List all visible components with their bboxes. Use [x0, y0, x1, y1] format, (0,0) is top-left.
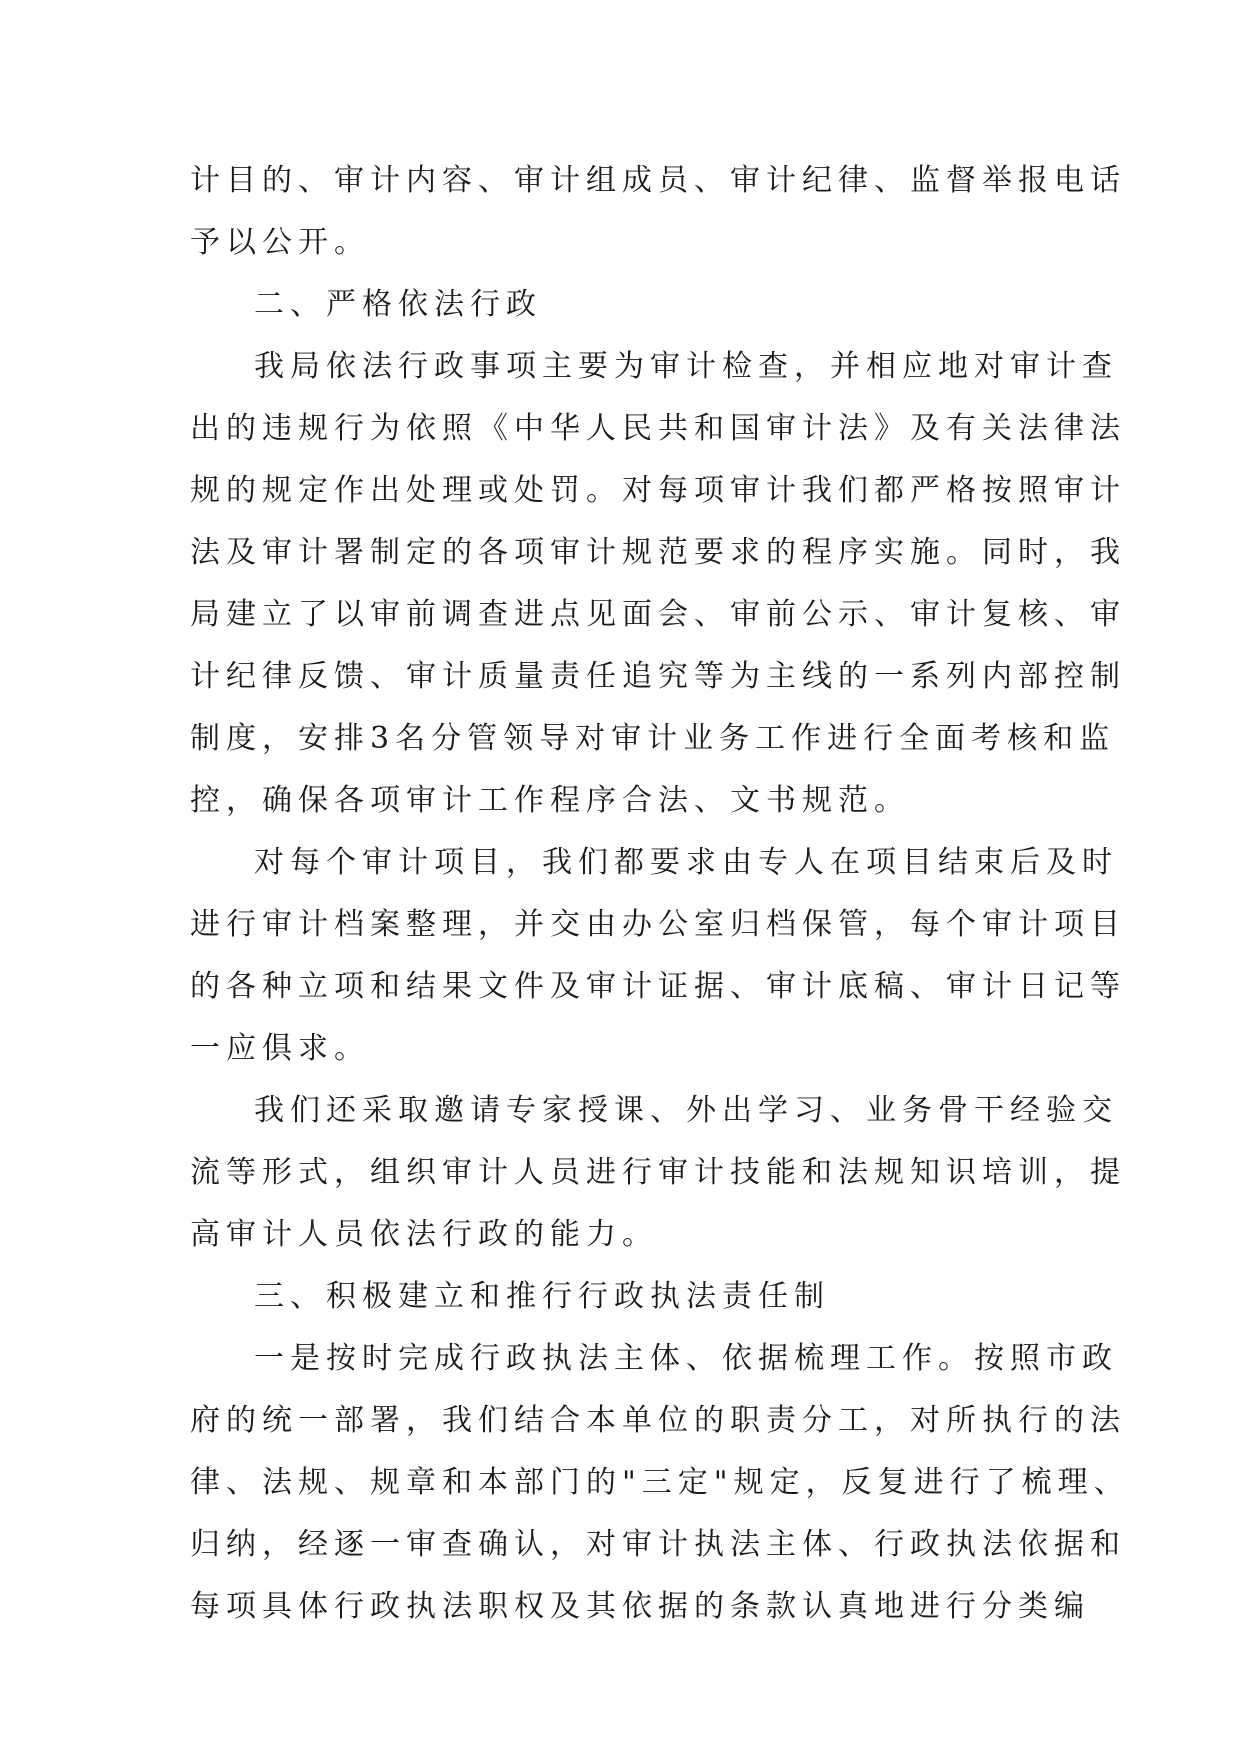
text-line: 的各种立项和结果文件及审计证据、审计底稿、审计日记等	[190, 969, 1126, 1004]
text-line: 高审计人员依法行政的能力。	[190, 1217, 658, 1252]
text-line: 府的统一部署，我们结合本单位的职责分工，对所执行的法	[190, 1403, 1126, 1438]
text-line: 一应俱求。	[190, 1031, 370, 1066]
text-line: 规的规定作出处理或处罚。对每项审计我们都严格按照审计	[190, 473, 1126, 508]
text-line: 一是按时完成行政执法主体、依据梳理工作。按照市政	[254, 1341, 1118, 1376]
text-line: 出的违规行为依照《中华人民共和国审计法》及有关法律法	[190, 411, 1126, 446]
text-line: 我们还采取邀请专家授课、外出学习、业务骨干经验交	[254, 1093, 1118, 1128]
text-line: 进行审计档案整理，并交由办公室归档保管，每个审计项目	[190, 907, 1126, 942]
text-line: 予以公开。	[190, 225, 370, 260]
text-line: 我局依法行政事项主要为审计检查，并相应地对审计查	[254, 349, 1118, 384]
text-line: 归纳，经逐一审查确认，对审计执法主体、行政执法依据和	[190, 1527, 1126, 1562]
text-line: 制度，安排3名分管领导对审计业务工作进行全面考核和监	[190, 721, 1116, 756]
text-line: 每项具体行政执法职权及其依据的条款认真地进行分类编	[190, 1589, 1090, 1624]
text-line: 计纪律反馈、审计质量责任追究等为主线的一系列内部控制	[190, 659, 1126, 694]
text-line: 流等形式，组织审计人员进行审计技能和法规知识培训，提	[190, 1155, 1126, 1190]
section-heading: 三、积极建立和推行行政执法责任制	[254, 1279, 830, 1314]
text-line: 法及审计署制定的各项审计规范要求的程序实施。同时，我	[190, 535, 1126, 570]
text-line: 律、法规、规章和本部门的"三定"规定，反复进行了梳理、	[190, 1465, 1130, 1500]
section-heading: 二、严格依法行政	[254, 287, 542, 322]
text-line: 计目的、审计内容、审计组成员、审计纪律、监督举报电话	[190, 163, 1126, 198]
text-line: 对每个审计项目，我们都要求由专人在项目结束后及时	[254, 845, 1118, 880]
document-body	[190, 150, 1130, 1638]
text-line: 控，确保各项审计工作程序合法、文书规范。	[190, 783, 910, 818]
text-line: 局建立了以审前调查进点见面会、审前公示、审计复核、审	[190, 597, 1126, 632]
